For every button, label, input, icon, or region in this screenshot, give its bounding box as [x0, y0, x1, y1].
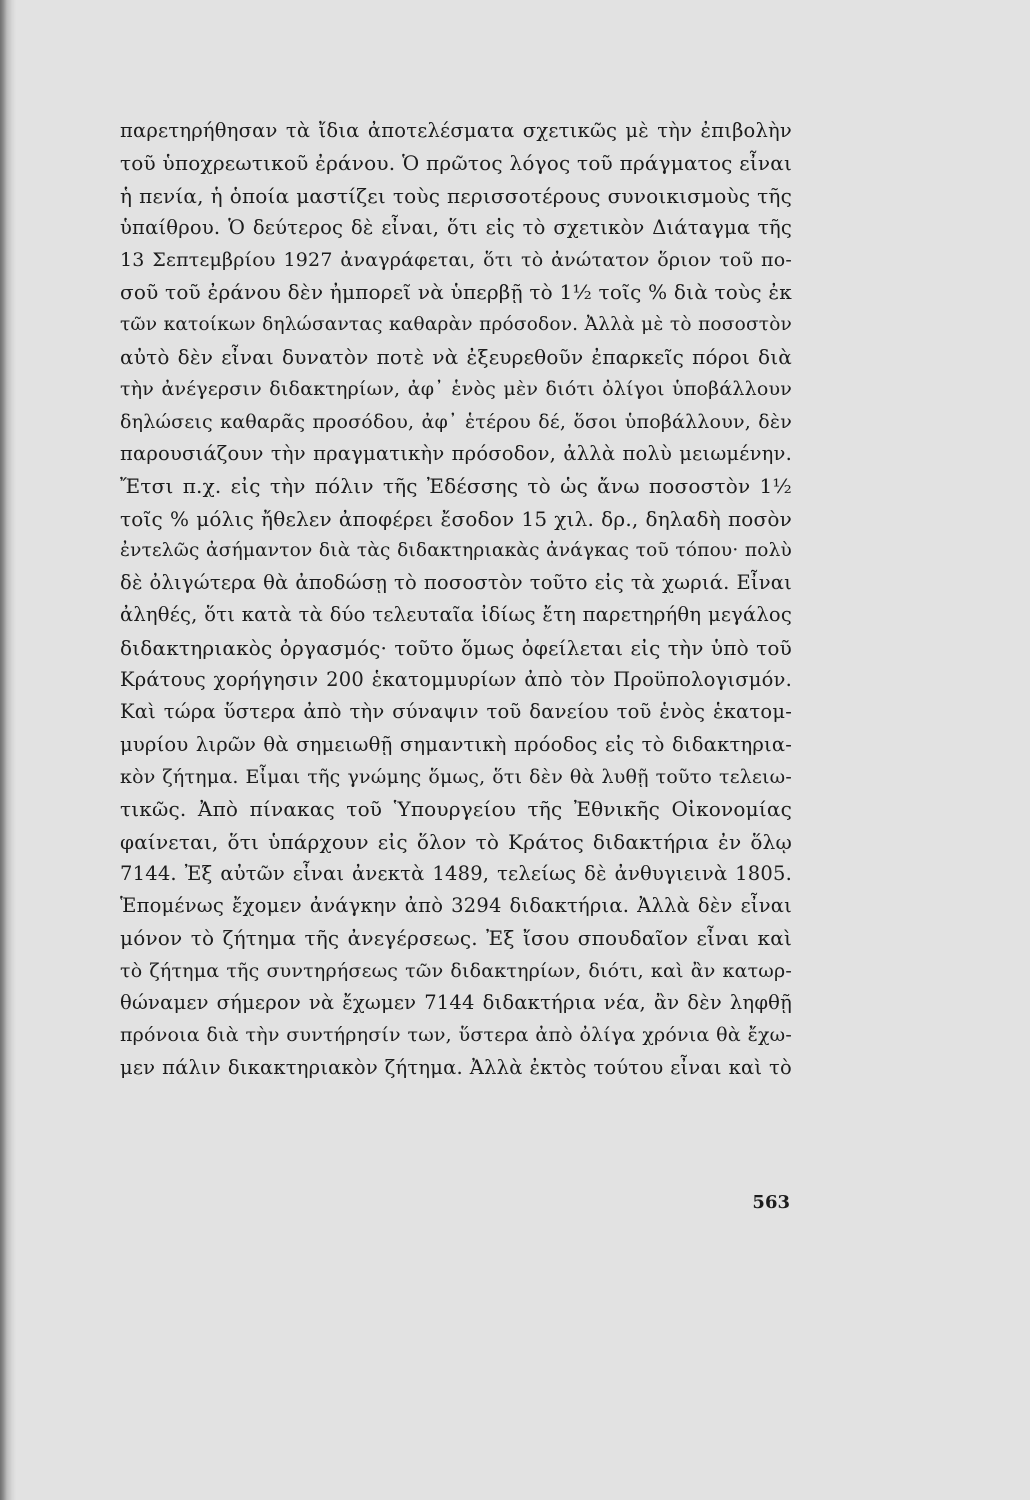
- binding-shadow: [0, 0, 16, 1500]
- text-line: σοῦ τοῦ ἐράνου δὲν ἠμπορεῖ νὰ ὑπερβῇ τὸ 1½ τοῖς % διὰ τοὺς ἐκ: [120, 280, 792, 305]
- text-line: τοῖς % μόλις ἤθελεν ἀποφέρει ἔσοδον 15 χιλ. δρ., δηλαδὴ ποσὸν: [120, 506, 792, 531]
- text-line: ἀληθές, ὅτι κατὰ τὰ δύο τελευταῖα ἰδίως ἔτη παρετηρήθη μεγάλος: [120, 603, 792, 627]
- text-line: αὐτὸ δὲν εἶναι δυνατὸν ποτὲ νὰ ἐξευρεθοῦν ἐπαρκεῖς πόροι διὰ: [120, 345, 792, 370]
- text-line: κὸν ζήτημα. Εἶμαι τῆς γνώμης ὅμως, ὅτι δὲν θὰ λυθῇ τοῦτο τελειω-: [120, 765, 792, 788]
- text-line: 7144. Ἐξ αὐτῶν εἶναι ἀνεκτὰ 1489, τελείως δὲ ἀνθυγιεινὰ 1805.: [120, 861, 792, 885]
- text-line: μυρίου λιρῶν θὰ σημειωθῇ σημαντικὴ πρόοδος εἰς τὸ διδακτηρια-: [120, 732, 792, 756]
- page-number: 563: [752, 1192, 790, 1213]
- text-line: Καὶ τώρα ὕστερα ἀπὸ τὴν σύναψιν τοῦ δανείου τοῦ ἑνὸς ἑκατομ-: [120, 700, 792, 724]
- text-line: παρετηρήθησαν τὰ ἴδια ἀποτελέσματα σχετικῶς μὲ τὴν ἐπιβολὴν: [120, 119, 792, 142]
- text-line: μεν πάλιν δικακτηριακὸν ζήτημα. Ἀλλὰ ἐκτὸς τούτου εἶναι καὶ τὸ: [120, 1055, 792, 1079]
- text-line: θώναμεν σήμερον νὰ ἔχωμεν 7144 διδακτήρια νέα, ἂν δὲν ληφθῇ: [120, 991, 792, 1015]
- text-line: παρουσιάζουν τὴν πραγματικὴν πρόσοδον, ἀλλὰ πολὺ μειωμένην.: [120, 441, 792, 465]
- text-line: φαίνεται, ὅτι ὑπάρχουν εἰς ὅλον τὸ Κράτος διδακτήρια ἐν ὅλῳ: [120, 829, 792, 854]
- text-line: τῶν κατοίκων δηλώσαντας καθαρὰν πρόσοδον. Ἀλλὰ μὲ τὸ ποσοστὸν: [120, 313, 792, 335]
- text-line: δὲ ὀλιγώτερα θὰ ἀποδώσῃ τὸ ποσοστὸν τοῦτο εἰς τὰ χωριά. Εἶναι: [120, 571, 792, 595]
- text-line: δηλώσεις καθαρᾶς προσόδου, ἀφ᾽ ἑτέρου δέ, ὅσοι ὑποβάλλουν, δὲν: [120, 410, 792, 433]
- text-line: Ἑπομένως ἔχομεν ἀνάγκην ἀπὸ 3294 διδακτήρια. Ἀλλὰ δὲν εἶναι: [120, 894, 792, 918]
- text-line: τὸ ζήτημα τῆς συντηρήσεως τῶν διδακτηρίων, διότι, καὶ ἂν κατωρ-: [120, 959, 792, 982]
- body-text: [120, 115, 792, 1084]
- text-line: πρόνοια διὰ τὴν συντήρησίν των, ὕστερα ἀπὸ ὀλίγα χρόνια θὰ ἔχω-: [120, 1024, 792, 1047]
- text-line: Ἔτσι π.χ. εἰς τὴν πόλιν τῆς Ἐδέσσης τὸ ὡς ἄνω ποσοστὸν 1½: [120, 474, 792, 499]
- text-line: 13 Σεπτεμβρίου 1927 ἀναγράφεται, ὅτι τὸ ἀνώτατον ὅριον τοῦ πο-: [120, 249, 792, 272]
- text-line: Κράτους χορήγησιν 200 ἑκατομμυρίων ἀπὸ τὸν Προϋπολογισμόν.: [120, 668, 792, 692]
- text-line: ὑπαίθρου. Ὁ δεύτερος δὲ εἶναι, ὅτι εἰς τὸ σχετικὸν Διάταγμα τῆς: [120, 215, 792, 239]
- text-line: διδακτηριακὸς ὀργασμός· τοῦτο ὅμως ὀφείλεται εἰς τὴν ὑπὸ τοῦ: [120, 635, 792, 660]
- text-line: ἡ πενία, ἡ ὁποία μαστίζει τοὺς περισσοτέρους συνοικισμοὺς τῆς: [120, 183, 792, 208]
- text-line: τικῶς. Ἀπὸ πίνακας τοῦ Ὑπουργείου τῆς Ἐθνικῆς Οἰκονομίας: [120, 797, 792, 822]
- text-line: ἐντελῶς ἀσήμαντον διὰ τὰς διδακτηριακὰς ἀνάγκας τοῦ τόπου· πολὺ: [120, 539, 792, 561]
- text-line: μόνον τὸ ζήτημα τῆς ἀνεγέρσεως. Ἐξ ἴσου σπουδαῖον εἶναι καὶ: [120, 926, 792, 951]
- text-line: τὴν ἀνέγερσιν διδακτηρίων, ἀφ᾽ ἑνὸς μὲν διότι ὀλίγοι ὑποβάλλουν: [120, 378, 792, 401]
- text-line: τοῦ ὑποχρεωτικοῦ ἐράνου. Ὁ πρῶτος λόγος τοῦ πράγματος εἶναι: [120, 151, 792, 176]
